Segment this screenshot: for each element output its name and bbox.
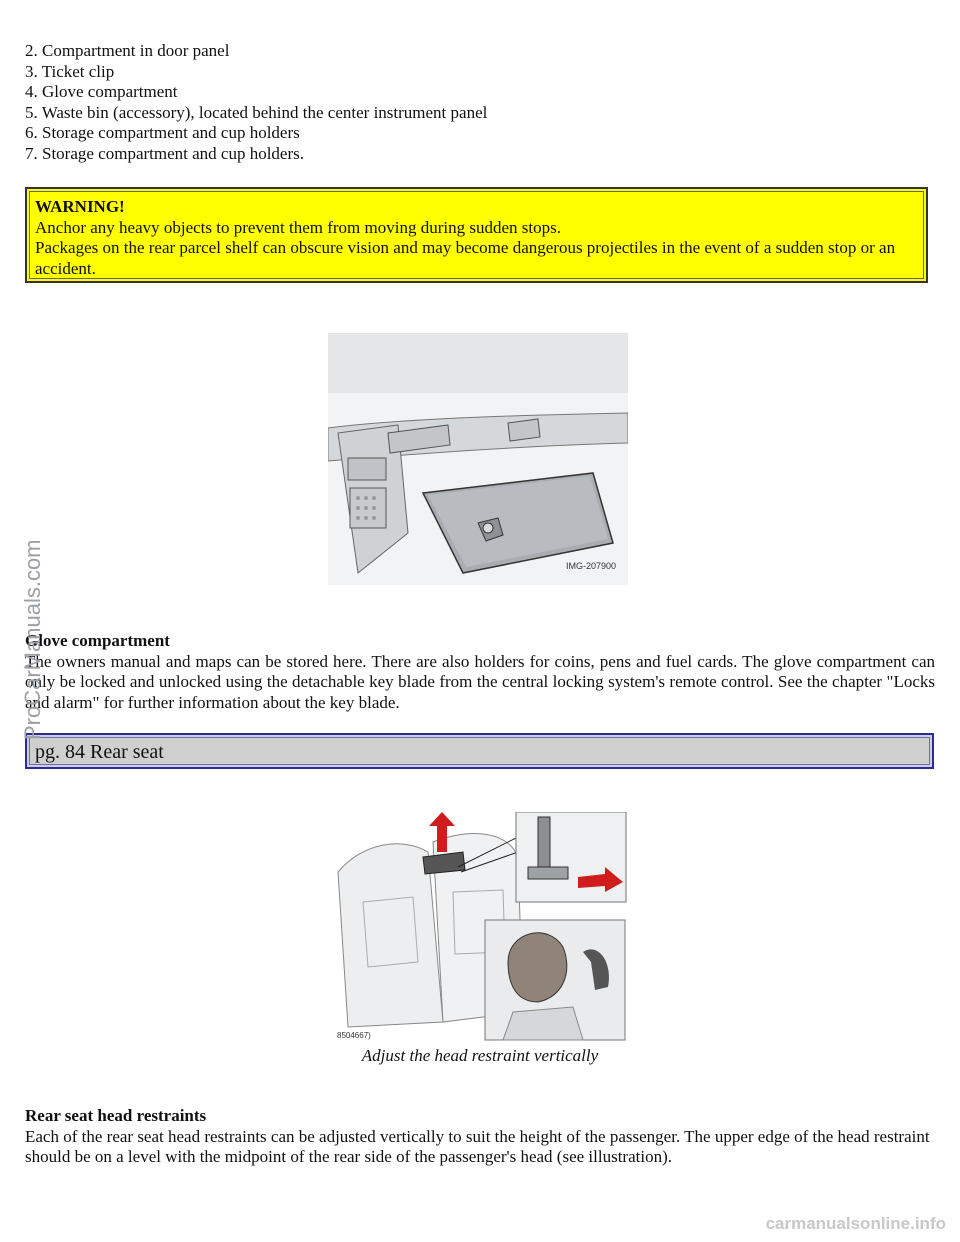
figure-caption: Adjust the head restraint vertically (361, 1046, 599, 1065)
list-item: 3. Ticket clip (25, 61, 115, 81)
list-item: 4. Glove compartment (25, 82, 178, 101)
list-item: 2. Compartment in door panel (25, 41, 230, 60)
section-body: Each of the rear seat head restraints can be adjusted vertically to suit the height of the passenger. The upper edge of the head restraint should be on a level with the midpoint of the rear side of the passenger's head (see illustration). (25, 1126, 930, 1166)
footer-watermark: carmanualsonline.info (765, 1214, 946, 1233)
glove-section (25, 631, 935, 713)
rear-seat-illustration (333, 812, 627, 1042)
page-header-label: pg. 84 Rear seat (35, 741, 164, 763)
warning-line: Packages on the rear parcel shelf can obscure vision and may become dangerous projectiles in the event of a sudden stop or an accident. (35, 238, 896, 278)
compartment-list (25, 41, 487, 164)
page-header-bar (25, 733, 934, 769)
glove-compartment-illustration (328, 333, 628, 585)
side-watermark: ProCarManuals.com (20, 539, 45, 740)
warning-line: Anchor any heavy objects to prevent them from moving during sudden stops. (35, 217, 561, 237)
section-body: The owners manual and maps can be stored here. There are also holders for coins, pens and fuel cards. The glove compartment can only be locked and unlocked using the detachable key blade from the central locking system's remote control. See the chapter "Locks and alarm" for further information about the key blade. (25, 651, 935, 712)
rear-seat-section (25, 1106, 935, 1168)
section-heading: Glove compartment (25, 631, 170, 650)
section-heading: Rear seat head restraints (25, 1106, 207, 1125)
list-item: 6. Storage compartment and cup holders (25, 123, 300, 142)
warning-box (25, 187, 928, 283)
figure-code: IMG-207900 (566, 561, 617, 571)
figure-code: 8504667) (337, 1031, 371, 1040)
warning-title: WARNING! (35, 197, 125, 216)
list-item: 7. Storage compartment and cup holders. (25, 143, 305, 163)
list-item: 5. Waste bin (accessory), located behind the center instrument panel (25, 102, 488, 122)
